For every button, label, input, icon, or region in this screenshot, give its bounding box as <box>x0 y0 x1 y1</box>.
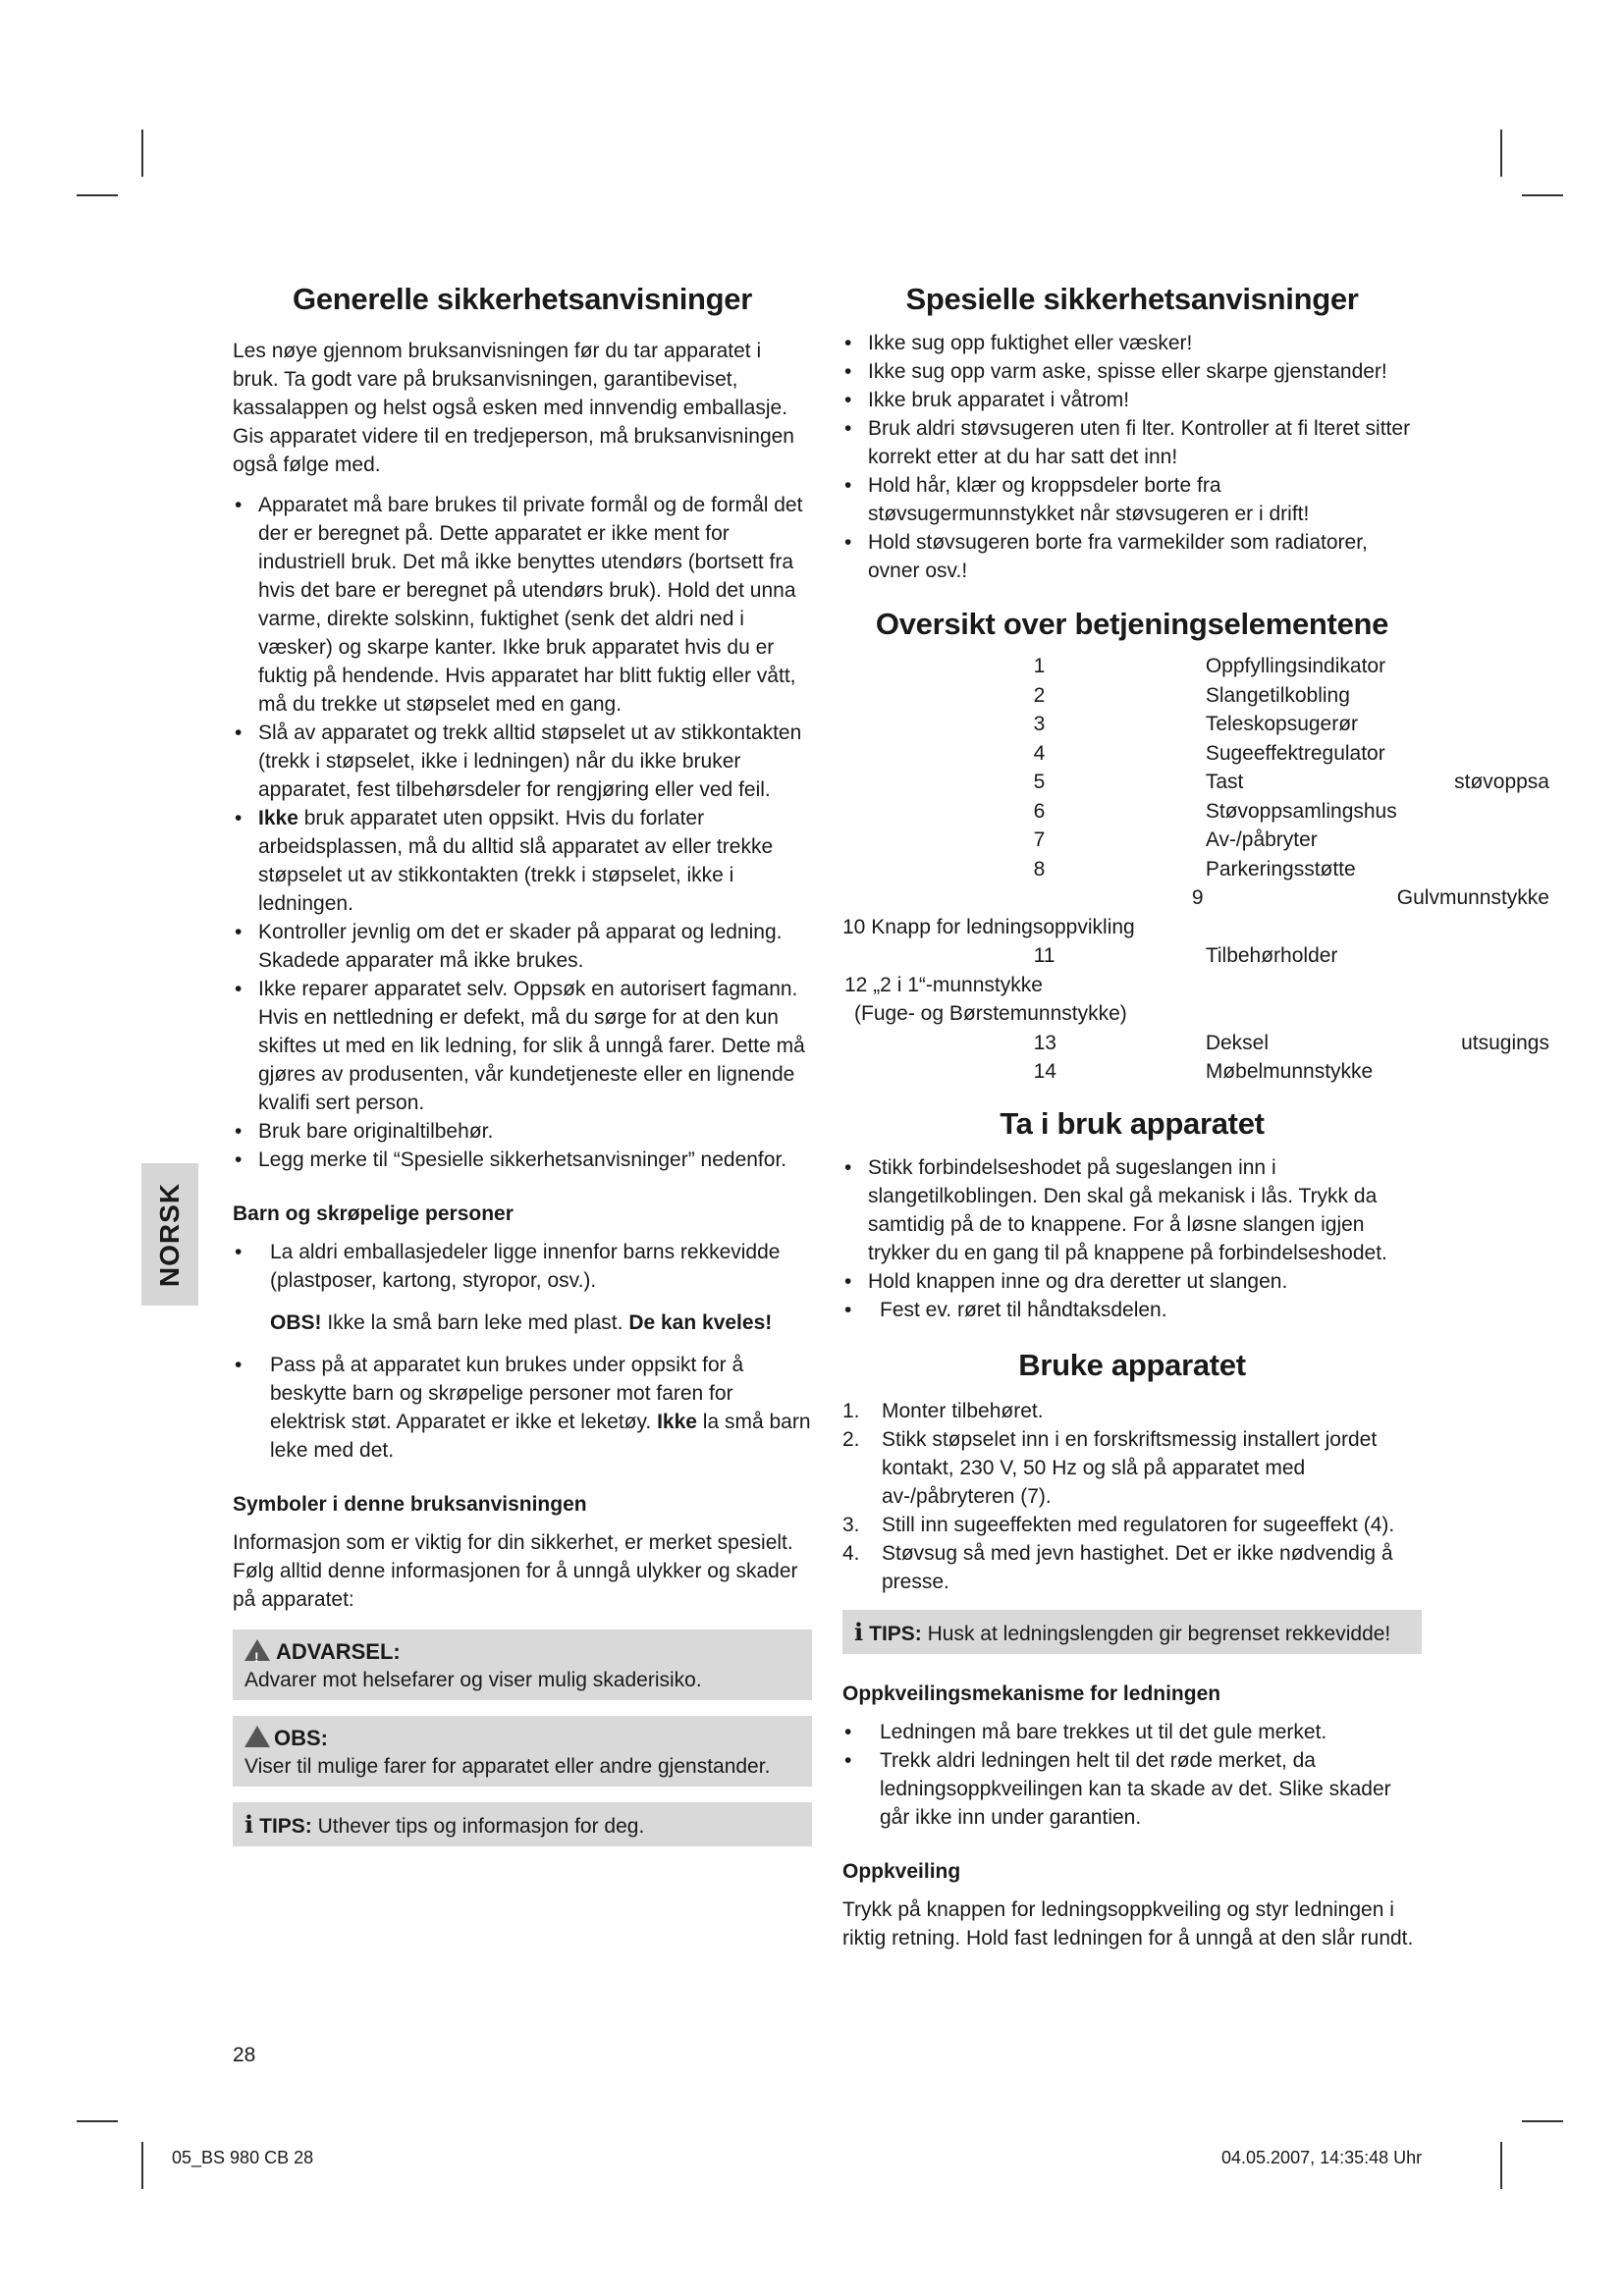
tips-text: Husk at ledningslengden gir begrenset rekkevidde! <box>921 1622 1391 1645</box>
tips-label: TIPS: <box>869 1622 922 1645</box>
list-item: • Kontroller jevnlig om det er skader på apparat og ledning. Skadede apparater må ikke brukes. <box>233 918 812 975</box>
rewind-text: Trykk på knappen for ledningsoppkveiling og styr ledningen i riktig retning. Hold fast ledningen for å unngå at den slår rundt. <box>842 1897 1414 1949</box>
children-list-2 <box>233 1351 812 1465</box>
special-safety-heading: Spesielle sikkerhetsanvisninger <box>905 282 1359 316</box>
overview-table <box>842 652 1549 1087</box>
warning-text: Advarer mot helsefarer og viser mulig skaderisiko. <box>244 1669 702 1691</box>
info-icon: i <box>854 1617 864 1646</box>
crop-mark <box>77 2120 118 2122</box>
language-tab <box>141 1163 198 1306</box>
right-column <box>842 280 1549 1952</box>
list-item: • Ikke sug opp fuktighet eller væsker! <box>842 329 1422 357</box>
table-row: 5 Tast støvoppsa <box>1033 771 1549 793</box>
caution-box <box>233 1716 812 1787</box>
list-item: • Ikke sug opp varm aske, spisse eller skarpe gjenstander! <box>842 357 1422 386</box>
symbols-heading: Symboler i denne bruksanvisningen <box>233 1493 587 1516</box>
obs-note: OBS! Ikke la små barn leke med plast. De kan kveles! <box>270 1311 773 1334</box>
tips-box <box>842 1610 1422 1654</box>
crop-mark <box>77 194 118 196</box>
list-item: • Bruk aldri støvsugeren uten fi lter. Kontroller at fi lteret sitter korrekt etter at du har satt det inn! <box>842 414 1422 471</box>
crop-mark <box>1522 194 1563 196</box>
caution-title: OBS: <box>274 1726 328 1750</box>
list-item: • Pass på at apparatet kun brukes under oppsikt for å beskytte barn og skrøpelige personer mot faren for elektrisk støt. Apparatet er ikke et leketøy. Ikke la små barn leke med det. <box>233 1351 812 1465</box>
rewind-heading: Oppkveiling <box>842 1859 961 1883</box>
use-heading: Bruke apparatet <box>1018 1347 1246 1382</box>
list-item: • Apparatet må bare brukes til private formål og de formål det der er beregnet på. Dette apparatet er ikke ment for industriell bruk. Det må ikke benyttes utendørs (bortsett fra hvis det bare er beregnet på utendørs bruk). Hold det unna varme, direkte solskinn, fuktighet (senk det aldri ned i væsker) og skarpe kanter. Ikke bruk apparatet hvis du er fuktig på hendende. Hvis apparatet har blitt fuktig eller vått, må du trekke ut støpselet med en gang. <box>233 491 812 719</box>
cord-heading: Oppkveilingsmekanisme for ledningen <box>842 1682 1221 1705</box>
general-safety-heading: Generelle sikkerhetsanvisninger <box>293 282 752 316</box>
list-item: • Ikke bruk apparatet i våtrom! <box>842 386 1422 414</box>
crop-mark <box>1500 130 1502 177</box>
list-item: • Fest ev. røret til håndtaksdelen. <box>842 1296 1422 1324</box>
table-row: 4 Sugeeffektregulator <box>1033 741 1385 765</box>
footer-left: 05_BS 980 CB 28 <box>172 2148 314 2167</box>
list-item: • Trekk aldri ledningen helt til det røde merket, da ledningsoppkveilingen kan ta skade av det. Slike skader går ikke inn under garantien. <box>842 1746 1422 1832</box>
page-number: 28 <box>233 2044 256 2066</box>
start-list <box>842 1153 1422 1324</box>
table-row: 11 Tilbehørholder <box>1033 944 1338 967</box>
list-item: • Ledningen må bare trekkes ut til det gule merket. <box>842 1718 1422 1746</box>
tips-text: Uthever tips og informasjon for deg. <box>311 1815 645 1838</box>
list-item: • Ikke reparer apparatet selv. Oppsøk en autorisert fagmann. Hvis en nettledning er defekt, må du sørge for at den kun skiftes ut med en lik ledning, for slik å unngå farer. Dette må gjøres av produsenten, vår kundetjeneste eller en lignende kvalifi sert person. <box>233 975 812 1117</box>
list-item: 4. Støvsug så med jevn hastighet. Det er ikke nødvendig å presse. <box>842 1541 1393 1593</box>
warning-title: ADVARSEL: <box>276 1639 401 1664</box>
list-item: • Stikk forbindelseshodet på sugeslangen inn i slangetilkoblingen. Den skal gå mekanisk i lås. Trykk da samtidig på de to knappene. For å løsne slangen igjen trykker du en gang til på knappene på forbindelseshodet. <box>842 1153 1422 1267</box>
language-tab-label: NORSK <box>154 1182 185 1287</box>
crop-mark <box>1522 2120 1563 2122</box>
cord-list <box>842 1718 1422 1832</box>
table-row: 7 Av-/påbryter <box>1033 828 1318 851</box>
list-item: • Hold hår, klær og kroppsdeler borte fra støvsugermunnstykket når støvsugeren er i drift! <box>842 471 1422 528</box>
list-item: 3. Still inn sugeeffekten med regulatoren for sugeeffekt (4). <box>842 1513 1395 1536</box>
table-row: 6 Støvoppsamlingshus <box>1033 799 1397 823</box>
list-item: • Ikke bruk apparatet uten oppsikt. Hvis du forlater arbeidsplassen, må du alltid slå apparatet av eller trekke støpselet ut av stikkontakten (trekk i støpselet, ikke i ledningen. <box>233 804 812 918</box>
table-row: 9 Gulvmunnstykke <box>1191 886 1549 909</box>
left-column <box>233 280 812 1846</box>
crop-mark <box>141 130 143 177</box>
list-item: • La aldri emballasjedeler ligge innenfor barns rekkevidde (plastposer, kartong, styropor, osv.). <box>233 1238 812 1295</box>
footer-right: 04.05.2007, 14:35:48 Uhr <box>1221 2148 1423 2167</box>
caution-icon <box>244 1726 270 1747</box>
general-safety-intro: Les nøye gjennom bruksanvisningen før du tar apparatet i bruk. Ta godt vare på bruksanvisningen, garantibeviset, kassalappen og helst også esken med innvendig emballasje. Gis apparatet videre til en tredjeperson, må bruksanvisningen også følge med. <box>233 340 794 476</box>
info-icon: i <box>244 1810 254 1839</box>
table-row: 10 Knapp for ledningsoppvikling <box>842 915 1135 938</box>
table-row: 3 Teleskopsugerør <box>1033 713 1359 735</box>
list-item: • Hold støvsugeren borte fra varmekilder som radiatorer, ovner osv.! <box>842 528 1422 585</box>
list-item: • Slå av apparatet og trekk alltid støpselet ut av stikkontakten (trekk i støpselet, ikke i ledningen) når du ikke bruker apparatet, fest tilbehørsdeler for rengjøring eller ved feil. <box>233 719 812 804</box>
table-row: 1 Oppfyllingsindikator <box>1033 655 1386 677</box>
crop-mark <box>141 2142 143 2189</box>
start-heading: Ta i bruk apparatet <box>1000 1105 1265 1141</box>
bold-text: Ikke <box>258 807 298 829</box>
symbols-text: Informasjon som er viktig for din sikkerhet, er merket spesielt. Følg alltid denne informasjonen for å unngå ulykker og skader på apparatet: <box>233 1531 798 1611</box>
children-list <box>233 1238 812 1295</box>
list-item: • Legg merke til “Spesielle sikkerhetsanvisninger” nedenfor. <box>233 1146 812 1174</box>
overview-heading: Oversikt over betjeningselementene <box>875 607 1389 641</box>
table-row: 13 Deksel utsugings <box>1033 1031 1549 1054</box>
list-item: • Bruk bare originaltilbehør. <box>233 1117 812 1146</box>
list-item: 1. Monter tilbehøret. <box>842 1399 1044 1422</box>
special-safety-list <box>842 329 1422 585</box>
warning-icon <box>244 1639 270 1661</box>
caution-text: Viser til mulige farer for apparatet eller andre gjenstander. <box>244 1755 771 1778</box>
table-row: 2 Slangetilkobling <box>1033 683 1350 707</box>
use-steps <box>842 1397 1422 1596</box>
crop-mark <box>1500 2142 1502 2189</box>
table-row: (Fuge- og Børstemunnstykke) <box>854 1002 1127 1025</box>
list-item: • Hold knappen inne og dra deretter ut slangen. <box>842 1267 1422 1296</box>
list-item: 2. Stikk støpselet inn i en forskriftsmessig installert jordet kontakt, 230 V, 50 Hz og slå på apparatet med av-/påbryteren (7). <box>842 1427 1378 1508</box>
tips-label: TIPS: <box>259 1815 312 1838</box>
table-row: 14 Møbelmunnstykke <box>1033 1060 1374 1083</box>
children-heading: Barn og skrøpelige personer <box>233 1202 514 1225</box>
general-safety-list <box>233 491 812 1174</box>
table-row: 12 „2 i 1“-munnstykke <box>844 973 1043 996</box>
warning-box <box>233 1629 812 1700</box>
table-row: 8 Parkeringsstøtte <box>1033 857 1356 881</box>
tips-box <box>233 1802 812 1846</box>
